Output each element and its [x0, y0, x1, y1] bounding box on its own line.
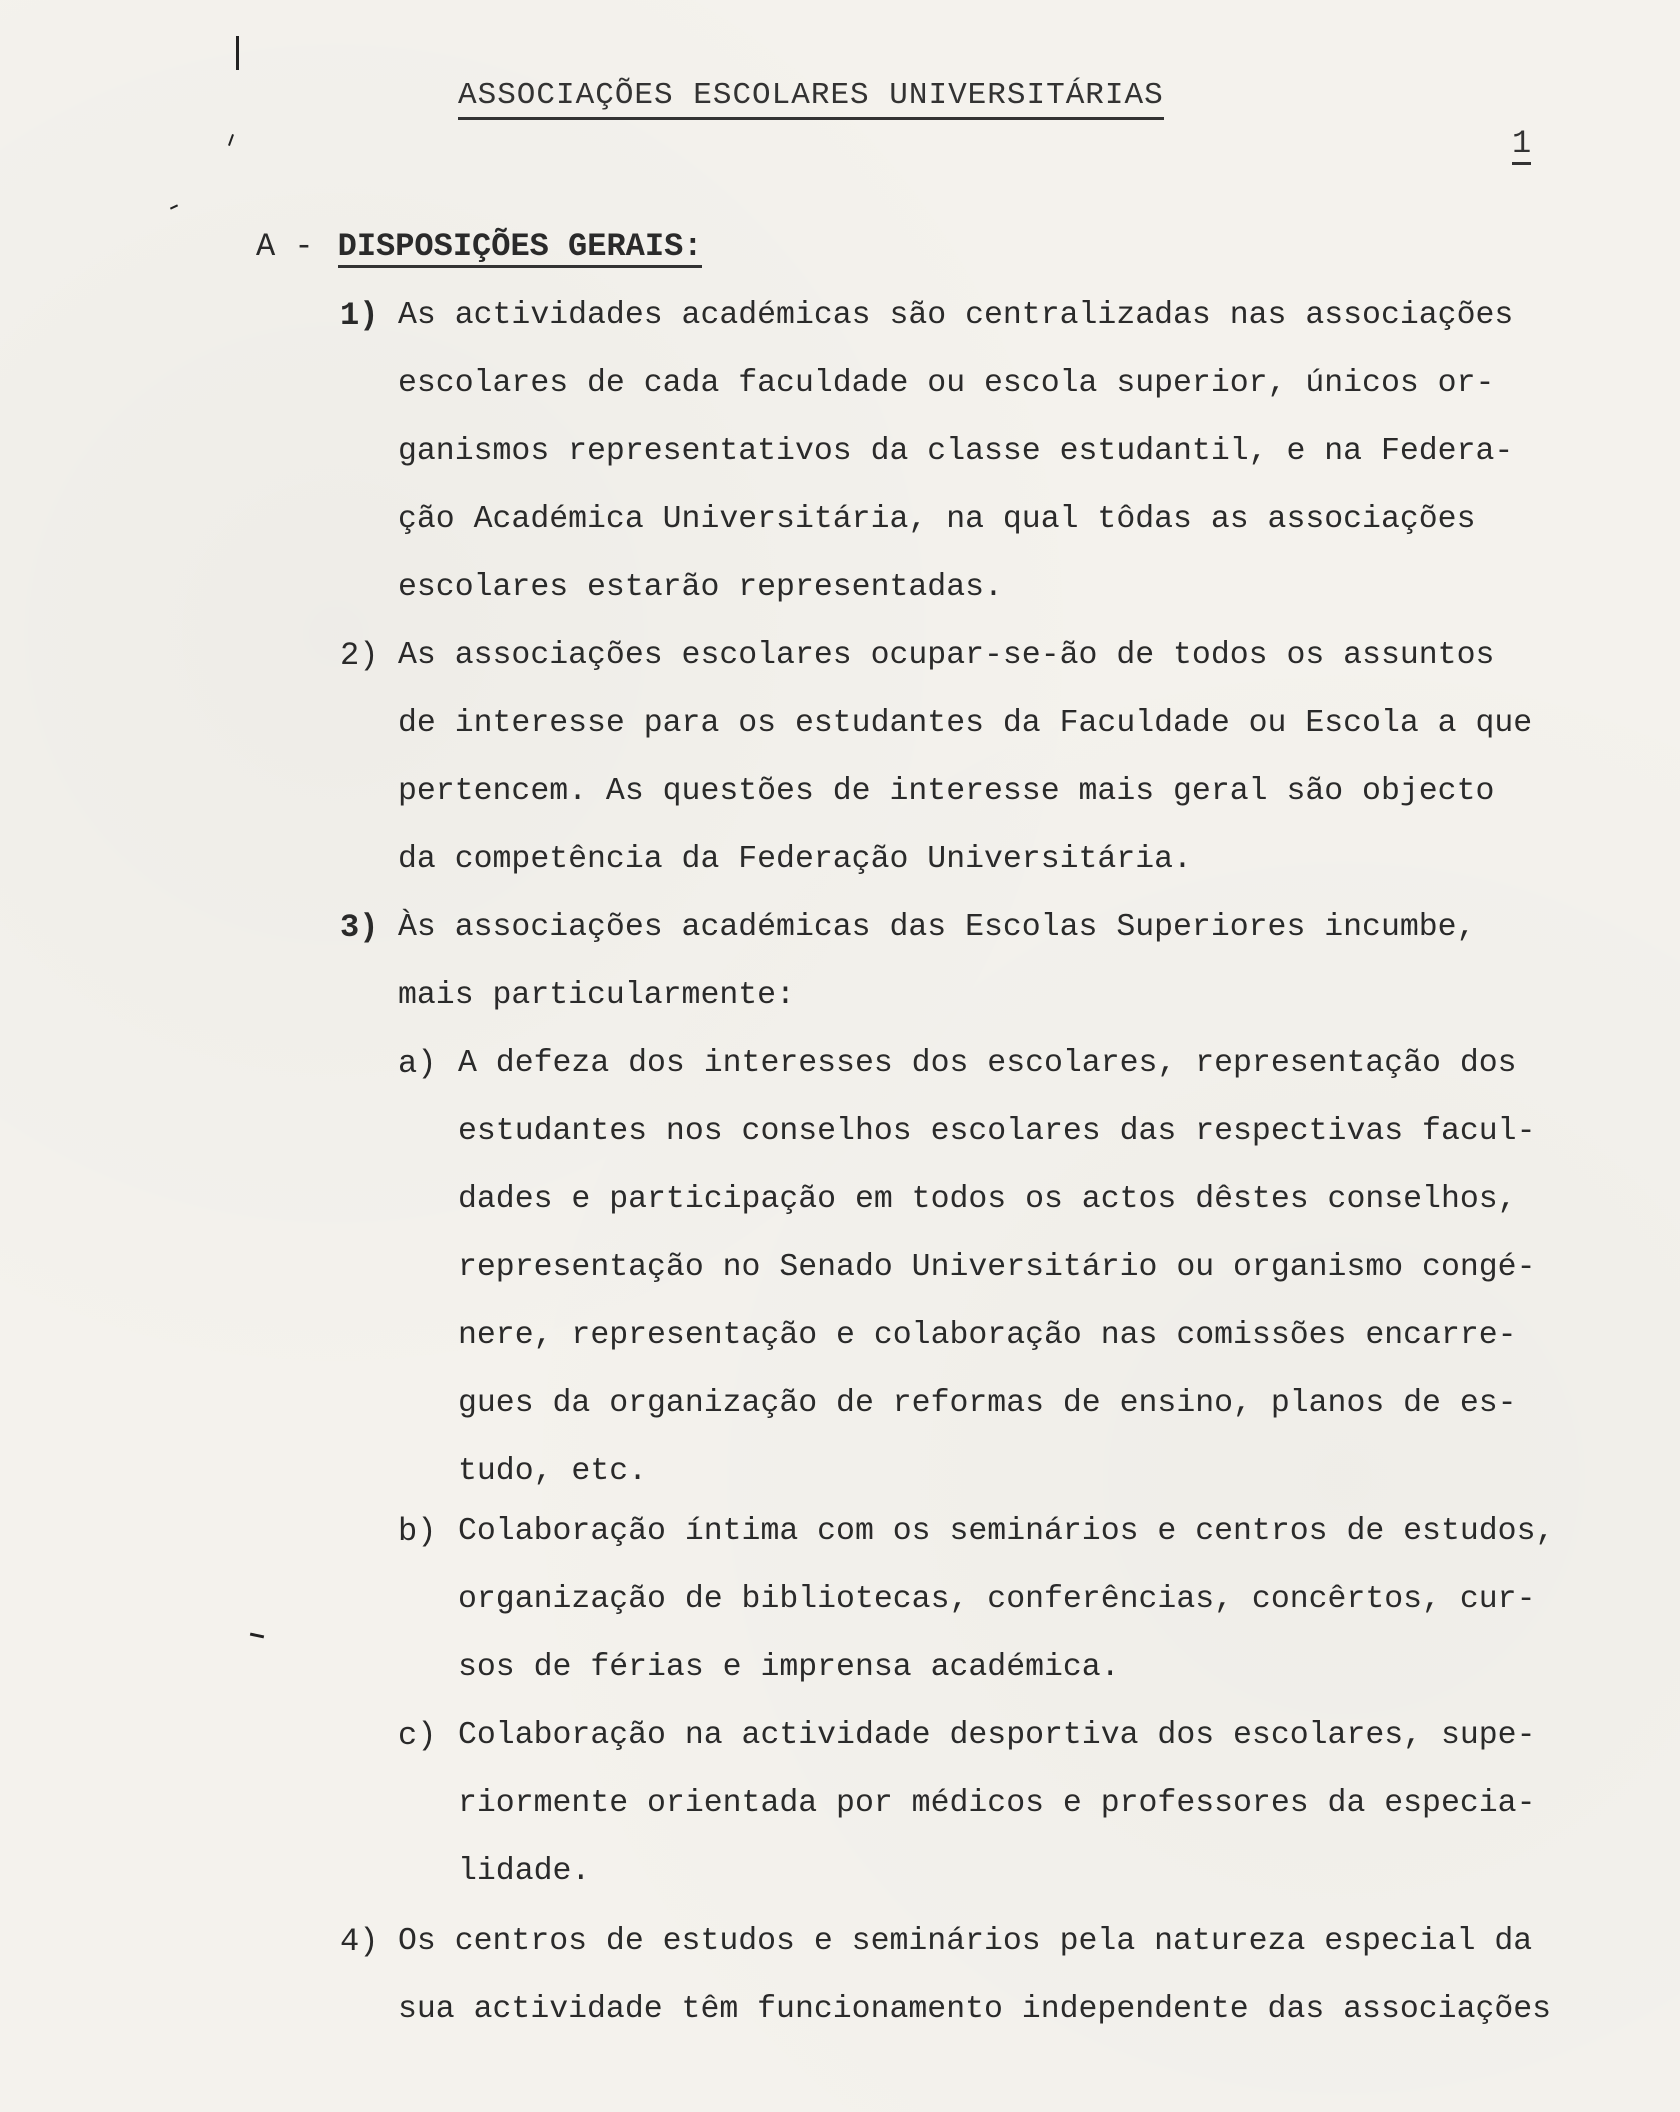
- text-line: ganismos representativos da classe estudantil, e na Federa-: [398, 434, 1514, 469]
- text-line: representação no Senado Universitário ou organismo congé-: [458, 1250, 1536, 1285]
- subitem-a-text: [458, 1030, 1535, 1506]
- margin-mark: [236, 36, 239, 70]
- text-line: ção Académica Universitária, na qual tôdas as associações: [398, 502, 1476, 537]
- item-number: 3): [340, 909, 379, 946]
- item-4-text: [398, 1908, 1551, 2044]
- margin-mark: [170, 204, 178, 209]
- text-line: As associações escolares ocupar-se-ão de todos os assuntos: [398, 638, 1495, 673]
- text-line: lidade.: [458, 1854, 591, 1889]
- item-number: 1): [340, 297, 379, 334]
- text-line: Colaboração na actividade desportiva dos escolares, supe-: [458, 1718, 1536, 1753]
- text-line: Às associações académicas das Escolas Superiores incumbe,: [398, 910, 1476, 945]
- text-line: Colaboração íntima com os seminários e centros de estudos,: [458, 1514, 1555, 1549]
- text-line: sos de férias e imprensa académica.: [458, 1650, 1120, 1685]
- item-number: 2): [340, 637, 379, 674]
- margin-mark: [228, 134, 234, 146]
- text-line: pertencem. As questões de interesse mais geral são objecto: [398, 774, 1495, 809]
- subitem-letter: a): [398, 1045, 437, 1082]
- subitem-letter: b): [398, 1513, 437, 1550]
- document-title: ASSOCIAÇÕES ESCOLARES UNIVERSITÁRIAS: [458, 78, 1164, 120]
- section-heading-text: DISPOSIÇÕES GERAIS:: [338, 228, 703, 268]
- text-line: tudo, etc.: [458, 1454, 648, 1489]
- text-line: riormente orientada por médicos e professores da especia-: [458, 1786, 1536, 1821]
- text-line: Os centros de estudos e seminários pela natureza especial da: [398, 1924, 1533, 1959]
- text-line: As actividades académicas são centralizadas nas associações: [398, 298, 1514, 333]
- text-line: organização de bibliotecas, conferências, concêrtos, cur-: [458, 1582, 1536, 1617]
- text-line: da competência da Federação Universitária.: [398, 842, 1192, 877]
- text-line: escolares estarão representadas.: [398, 570, 1003, 605]
- item-1-text: [398, 282, 1513, 622]
- item-number: 4): [340, 1923, 379, 1960]
- text-line: dades e participação em todos os actos dêstes conselhos,: [458, 1182, 1517, 1217]
- item-3-text: [398, 894, 1475, 1030]
- subitem-c-text: [458, 1702, 1535, 1906]
- text-line: gues da organização de reformas de ensino, planos de es-: [458, 1386, 1517, 1421]
- text-line: nere, representação e colaboração nas comissões encarre-: [458, 1318, 1517, 1353]
- subitem-letter: c): [398, 1717, 437, 1754]
- text-line: A defeza dos interesses dos escolares, representação dos: [458, 1046, 1517, 1081]
- page-number: 1: [1512, 128, 1531, 165]
- section-heading: [256, 228, 702, 265]
- text-line: escolares de cada faculdade ou escola superior, únicos or-: [398, 366, 1495, 401]
- margin-mark: [250, 1633, 264, 1639]
- text-line: de interesse para os estudantes da Faculdade ou Escola a que: [398, 706, 1533, 741]
- text-line: mais particularmente:: [398, 978, 795, 1013]
- text-line: estudantes nos conselhos escolares das respectivas facul-: [458, 1114, 1536, 1149]
- subitem-b-text: [458, 1498, 1554, 1702]
- section-marker: A -: [256, 228, 314, 265]
- text-line: sua actividade têm funcionamento independente das associações: [398, 1992, 1552, 2027]
- item-2-text: [398, 622, 1532, 894]
